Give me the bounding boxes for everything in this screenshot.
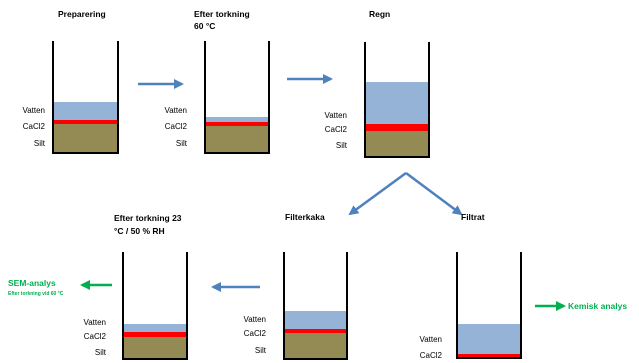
water-layer <box>365 82 429 124</box>
title-efter-torkning-23-line1: Efter torkning 23 <box>114 213 182 223</box>
title-filterkaka: Filterkaka <box>285 212 325 222</box>
arrow-rain-to-filterkaka <box>350 173 406 214</box>
label-silt: Silt <box>33 139 45 148</box>
label-silt: Silt <box>94 348 106 357</box>
label-water: Vatten <box>83 318 106 327</box>
title-preparering: Preparering <box>58 9 106 19</box>
label-water: Vatten <box>164 106 187 115</box>
kemisk-analys-label: Kemisk analys <box>568 301 628 311</box>
water-layer <box>457 324 521 354</box>
silt-layer <box>284 333 347 359</box>
label-cacl2: CaCl2 <box>324 125 347 134</box>
beaker-efter-torkning-60 <box>205 41 269 153</box>
label-cacl2: CaCl2 <box>164 122 187 131</box>
water-layer <box>53 102 118 120</box>
label-cacl2: CaCl2 <box>419 351 442 360</box>
silt-layer <box>53 124 118 153</box>
label-water: Vatten <box>22 106 45 115</box>
sem-analys-subtitle: Efter torkning vid 60 °C <box>8 291 64 297</box>
arrow-rain-to-filtrat <box>406 173 461 214</box>
label-silt: Silt <box>175 139 187 148</box>
label-cacl2: CaCl2 <box>243 329 266 338</box>
cacl2-layer <box>123 332 187 337</box>
label-water: Vatten <box>419 335 442 344</box>
cacl2-layer <box>205 122 269 126</box>
sem-analys-label: SEM-analys <box>8 278 56 288</box>
label-silt: Silt <box>254 346 266 355</box>
beaker-efter-torkning-23 <box>123 252 187 359</box>
water-layer <box>284 311 347 329</box>
silt-layer <box>205 126 269 153</box>
water-layer <box>123 324 187 332</box>
cacl2-layer <box>365 124 429 131</box>
cacl2-layer <box>53 120 118 124</box>
cacl2-layer <box>284 329 347 333</box>
silt-layer <box>123 337 187 359</box>
beaker-filtrat <box>457 252 521 358</box>
title-filtrat: Filtrat <box>461 212 485 222</box>
title-efter-torkning-60-line1: Efter torkning <box>194 9 250 19</box>
beaker-regn <box>365 42 429 157</box>
beaker-preparering <box>53 41 118 153</box>
silt-layer <box>365 131 429 157</box>
title-efter-torkning-23-line2: °C / 50 % RH <box>114 226 165 236</box>
title-efter-torkning-60-line2: 60 °C <box>194 21 216 31</box>
label-silt: Silt <box>335 141 347 150</box>
water-layer <box>205 117 269 122</box>
label-cacl2: CaCl2 <box>83 332 106 341</box>
beaker-filterkaka <box>284 252 347 359</box>
label-water: Vatten <box>324 111 347 120</box>
label-water: Vatten <box>243 315 266 324</box>
title-regn: Regn <box>369 9 391 19</box>
label-cacl2: CaCl2 <box>22 122 45 131</box>
